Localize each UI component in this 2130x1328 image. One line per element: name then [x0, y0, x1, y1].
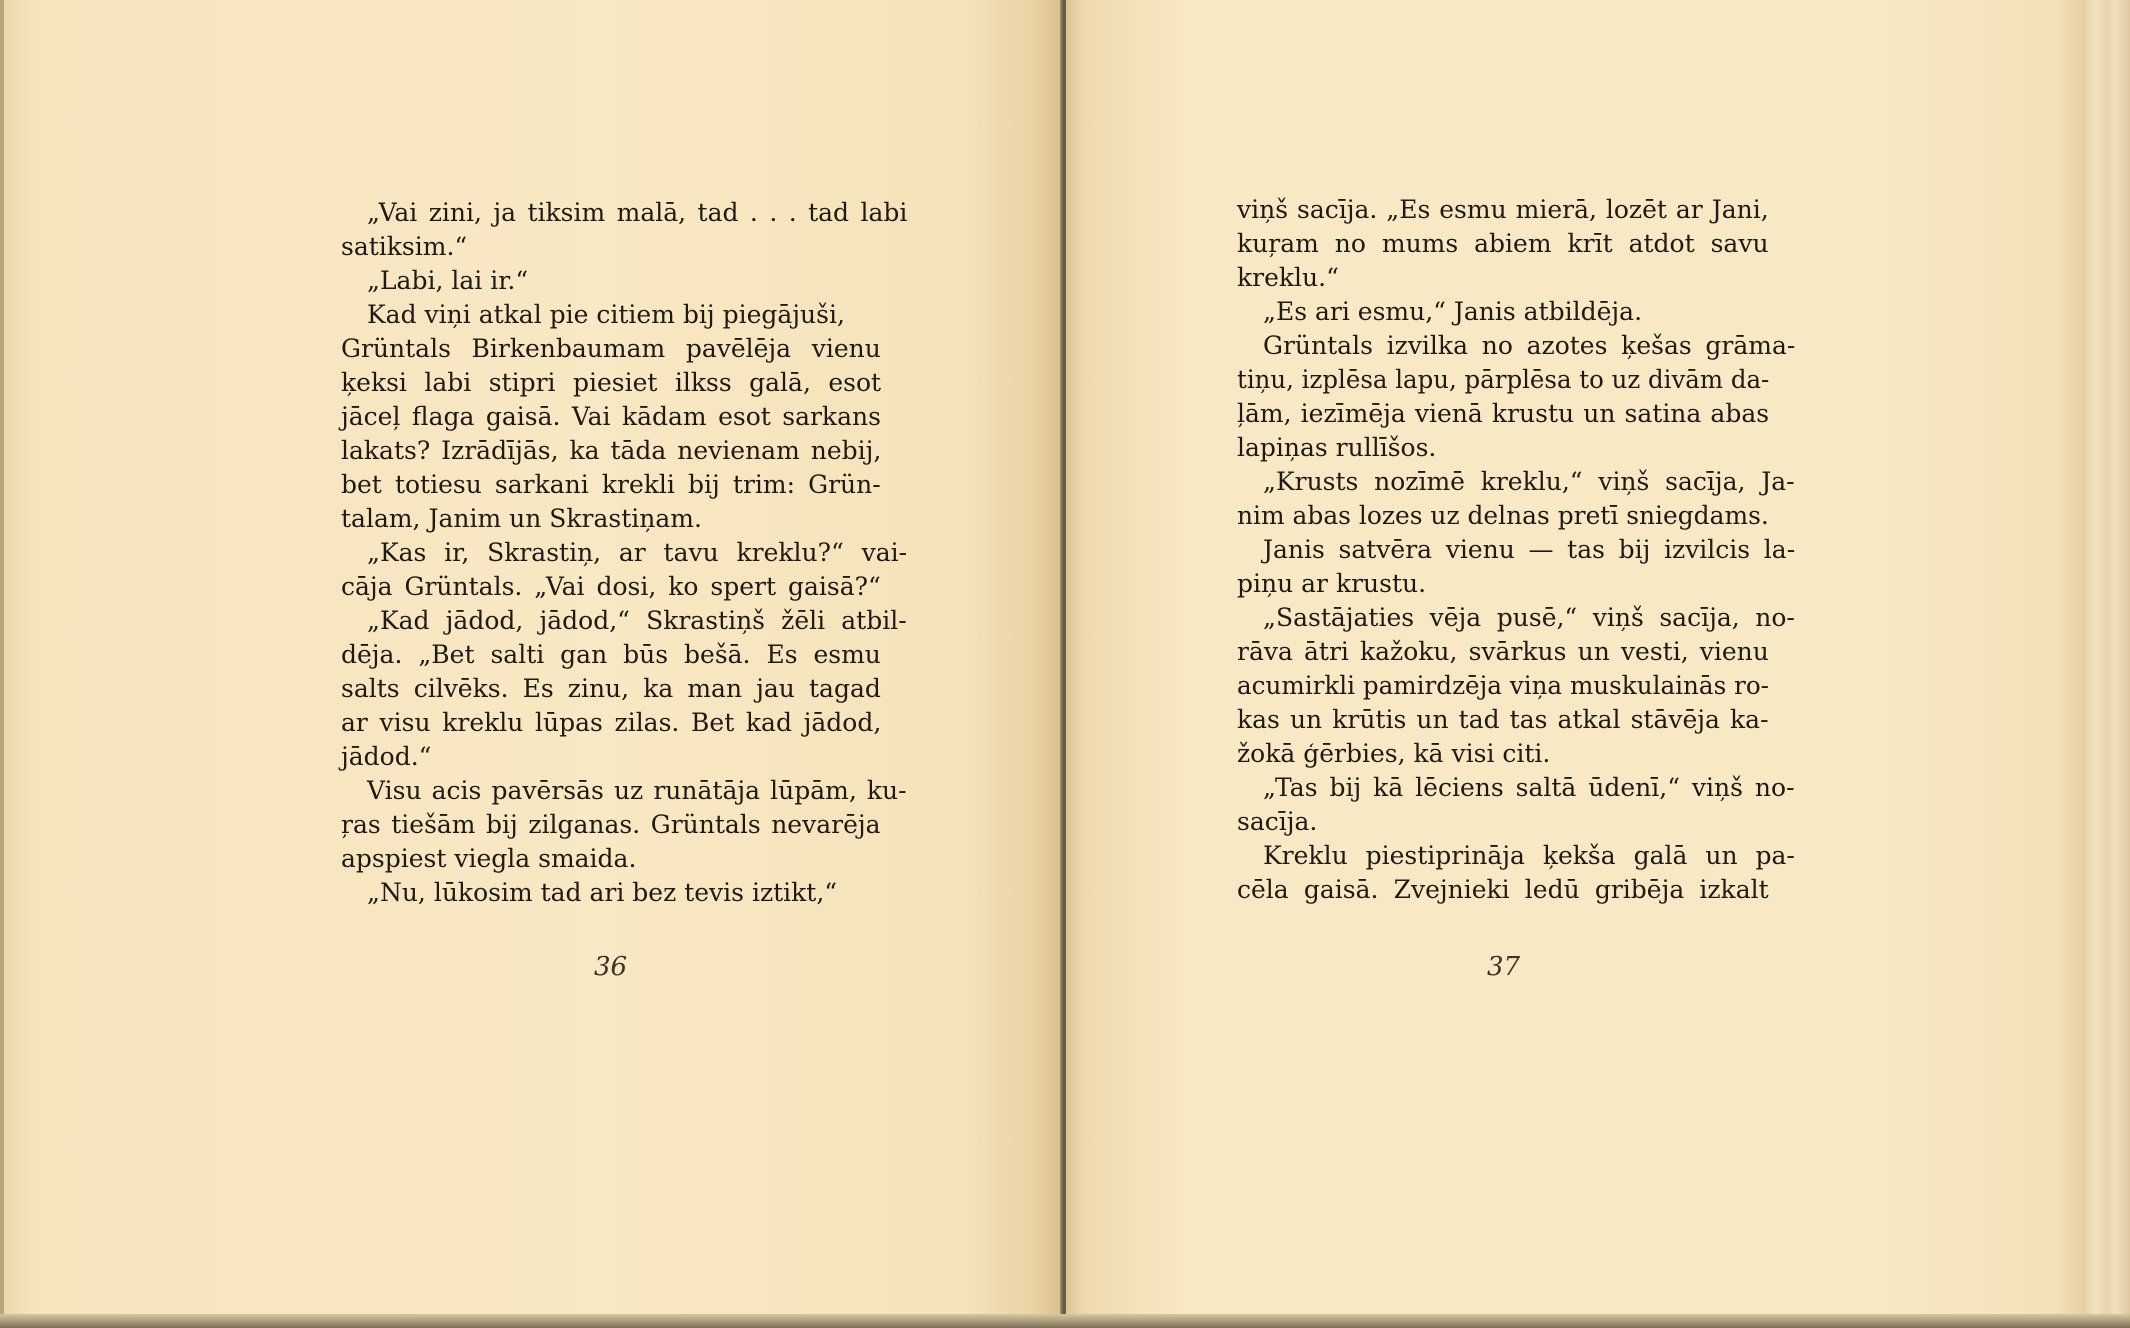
- text-line: „Kad jādod, jādod,“ Skrastiņš žēli atbil-: [367, 606, 907, 635]
- text-line: „Krusts nozīmē kreklu,“ viņš sacīja, Ja-: [1263, 467, 1795, 496]
- left-page-text: [341, 196, 908, 910]
- text-line: nim abas lozes uz delnas pretī sniegdams.: [1237, 501, 1769, 530]
- text-line: „Labi, lai ir.“: [367, 266, 529, 295]
- text-line: kreklu.“: [1237, 263, 1339, 292]
- text-line: ar visu kreklu lūpas zilas. Bet kad jādod,: [341, 708, 882, 737]
- text-line: jādod.“: [341, 742, 432, 771]
- text-line: ļām, iezīmēja vienā krustu un satina abas: [1237, 399, 1770, 428]
- text-line: ŗas tiešām bij zilganas. Grüntals nevarēja: [341, 810, 881, 839]
- text-line: rāva ātri kažoku, svārkus un vesti, vienu: [1237, 637, 1769, 666]
- text-line: Kreklu piestiprināja ķekša galā un pa-: [1263, 841, 1795, 870]
- book-bottom-edge: [0, 1314, 2130, 1328]
- text-line: kas un krūtis un tad tas atkal stāvēja ka-: [1237, 705, 1769, 734]
- text-line: talam, Janim un Skrastiņam.: [341, 504, 702, 533]
- text-line: bet totiesu sarkani krekli bij trim: Grün-: [341, 470, 881, 499]
- text-line: Grüntals Birkenbaumam pavēlēja vienu: [341, 334, 881, 363]
- text-line: „Es ari esmu,“ Janis atbildēja.: [1263, 297, 1643, 326]
- page-number-right: 37: [1487, 952, 1521, 982]
- text-line: Visu acis pavērsās uz runātāja lūpām, ku-: [367, 776, 907, 805]
- text-line: cēla gaisā. Zvejnieki ledū gribēja izkalt: [1237, 875, 1769, 904]
- page-edges: [2086, 0, 2130, 1328]
- text-line: „Tas bij kā lēciens saltā ūdenī,“ viņš no-: [1263, 773, 1795, 802]
- text-line: žokā ģērbies, kā visi citi.: [1237, 739, 1551, 768]
- text-line: lakats? Izrādījās, ka tāda nevienam nebij,: [341, 436, 882, 465]
- right-page: [1066, 0, 2086, 1322]
- text-line: „Vai zini, ja tiksim malā, tad . . . tad labi: [367, 198, 908, 227]
- text-line: „Kas ir, Skrastiņ, ar tavu kreklu?“ vai-: [367, 538, 908, 567]
- text-line: ķeksi labi stipri piesiet ilkss galā, esot: [341, 368, 882, 397]
- text-line: dēja. „Bet salti gan būs bešā. Es esmu: [341, 640, 881, 669]
- text-line: cāja Grüntals. „Vai dosi, ko spert gaisā?“: [341, 572, 881, 601]
- text-line: Grüntals izvilka no azotes ķešas grāma-: [1263, 331, 1796, 360]
- page-number-left: 36: [594, 952, 628, 982]
- text-line: jāceļ flaga gaisā. Vai kādam esot sarkans: [341, 402, 881, 431]
- text-line: „Nu, lūkosim tad ari bez tevis iztikt,“: [367, 878, 838, 907]
- text-line: sacīja.: [1237, 807, 1318, 836]
- text-line: acumirkli pamirdzēja viņa muskulainās ro-: [1237, 671, 1769, 700]
- text-line: „Sastājaties vēja pusē,“ viņš sacīja, no-: [1263, 603, 1795, 632]
- text-line: kuŗam no mums abiem krīt atdot savu: [1237, 229, 1769, 258]
- text-line: satiksim.“: [341, 232, 468, 261]
- text-line: salts cilvēks. Es zinu, ka man jau tagad: [341, 674, 881, 703]
- text-line: apspiest viegla smaida.: [341, 844, 637, 873]
- right-page-text: [1237, 193, 1796, 907]
- text-line: piņu ar krustu.: [1237, 569, 1427, 598]
- text-line: Janis satvēra vienu — tas bij izvilcis la-: [1263, 535, 1796, 564]
- left-page: [4, 0, 1062, 1322]
- text-line: lapiņas rullīšos.: [1237, 433, 1437, 462]
- text-line: viņš sacīja. „Es esmu mierā, lozēt ar Jani,: [1237, 195, 1769, 224]
- text-line: tiņu, izplēsa lapu, pārplēsa to uz divām da-: [1237, 365, 1770, 394]
- text-line: Kad viņi atkal pie citiem bij piegājuši,: [367, 300, 845, 329]
